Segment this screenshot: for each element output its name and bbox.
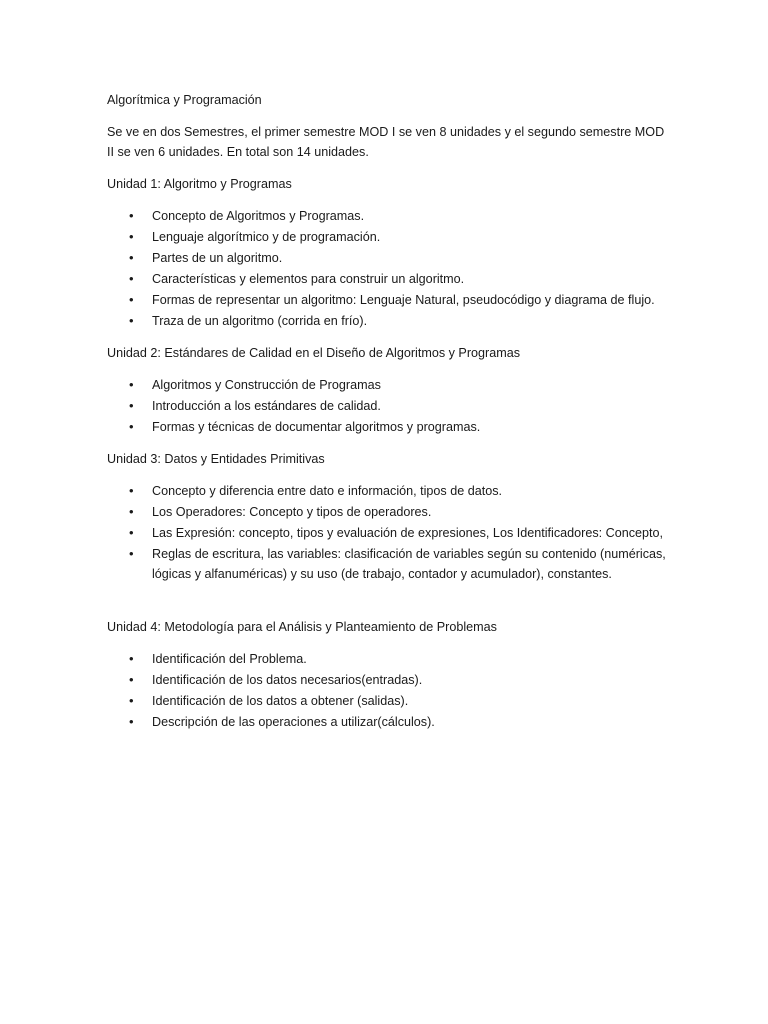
section-spacer [107, 596, 667, 617]
list-item [107, 290, 667, 310]
bullet-icon: • [129, 250, 134, 265]
list-item-text: Introducción a los estándares de calidad. [152, 399, 381, 413]
list-item [107, 502, 667, 522]
bullet-icon: • [129, 672, 134, 687]
document-page [107, 90, 667, 744]
bullet-icon: • [129, 419, 134, 434]
list-item [107, 670, 667, 690]
list-item-text: Algoritmos y Construcción de Programas [152, 378, 381, 392]
bullet-icon: • [129, 208, 134, 223]
bullet-icon: • [129, 714, 134, 729]
bullet-icon: • [129, 398, 134, 413]
list-item-text: Formas de representar un algoritmo: Lenguaje Natural, pseudocódigo y diagrama de flujo. [152, 293, 655, 307]
list-item [107, 206, 667, 226]
list-item-text: Traza de un algoritmo (corrida en frío). [152, 314, 368, 328]
list-item-text: Reglas de escritura, las variables: clasificación de variables según su contenido (numéricas, lógicas y alfanuméricas) y su uso (de trabajo, contador y acumulador), constantes. [152, 547, 666, 581]
unit-heading: Unidad 3: Datos y Entidades Primitivas [107, 452, 325, 466]
list-item-text: Lenguaje algorítmico y de programación. [152, 230, 381, 244]
bullet-icon: • [129, 313, 134, 328]
unit-heading: Unidad 2: Estándares de Calidad en el Diseño de Algoritmos y Programas [107, 346, 521, 360]
list-item-text: Formas y técnicas de documentar algoritmos y programas. [152, 420, 481, 434]
unit-heading: Unidad 1: Algoritmo y Programas [107, 177, 292, 191]
bullet-icon: • [129, 525, 134, 540]
unit-topic-list [107, 649, 667, 732]
list-item-text: Identificación de los datos a obtener (salidas). [152, 694, 409, 708]
list-item [107, 649, 667, 669]
unit-3-section [107, 449, 667, 584]
unit-2-section [107, 343, 667, 437]
bullet-icon: • [129, 292, 134, 307]
list-item [107, 481, 667, 501]
list-item-text: Identificación de los datos necesarios(entradas). [152, 673, 423, 687]
list-item [107, 248, 667, 268]
intro-paragraph: Se ve en dos Semestres, el primer semestre MOD I se ven 8 unidades y el segundo semestre MOD II se ven 6 unidades. En total son 14 unidades. [107, 125, 665, 159]
list-item-text: Las Expresión: concepto, tipos y evaluación de expresiones, Los Identificadores: Concepto, [152, 526, 664, 540]
list-item [107, 396, 667, 416]
bullet-icon: • [129, 546, 134, 561]
list-item [107, 523, 667, 543]
list-item [107, 691, 667, 711]
list-item-text: Concepto de Algoritmos y Programas. [152, 209, 365, 223]
list-item [107, 269, 667, 289]
document-title: Algorítmica y Programación [107, 93, 262, 107]
unit-topic-list [107, 206, 667, 331]
list-item-text: Los Operadores: Concepto y tipos de operadores. [152, 505, 432, 519]
unit-topic-list [107, 375, 667, 437]
list-item-text: Descripción de las operaciones a utilizar(cálculos). [152, 715, 435, 729]
list-item [107, 375, 667, 395]
list-item [107, 311, 667, 331]
bullet-icon: • [129, 483, 134, 498]
bullet-icon: • [129, 229, 134, 244]
bullet-icon: • [129, 271, 134, 286]
bullet-icon: • [129, 693, 134, 708]
list-item [107, 712, 667, 732]
list-item-text: Partes de un algoritmo. [152, 251, 283, 265]
list-item [107, 544, 667, 584]
unit-topic-list [107, 481, 667, 584]
unit-1-section [107, 174, 667, 331]
bullet-icon: • [129, 504, 134, 519]
unit-heading: Unidad 4: Metodología para el Análisis y Planteamiento de Problemas [107, 620, 497, 634]
unit-4-section [107, 617, 667, 732]
list-item [107, 417, 667, 437]
list-item-text: Características y elementos para construir un algoritmo. [152, 272, 465, 286]
list-item [107, 227, 667, 247]
bullet-icon: • [129, 377, 134, 392]
bullet-icon: • [129, 651, 134, 666]
list-item-text: Identificación del Problema. [152, 652, 307, 666]
list-item-text: Concepto y diferencia entre dato e información, tipos de datos. [152, 484, 503, 498]
